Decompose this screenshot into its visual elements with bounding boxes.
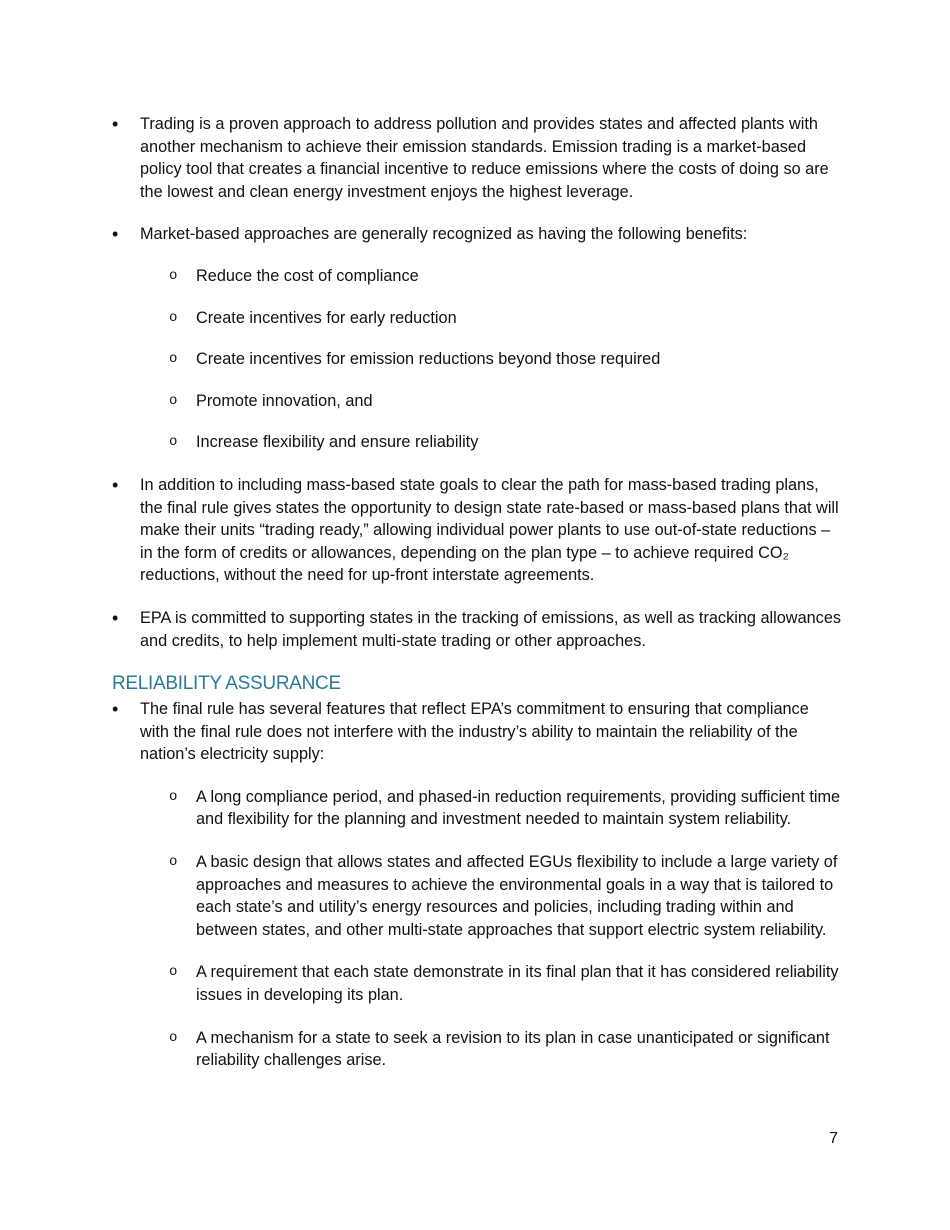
reliability-feature-item: o A long compliance period, and phased-in reduction requirements, providing sufficient time and flexibility for the planning and investment needed to maintain system reliability.: [112, 786, 842, 831]
bullet-trading-proven: • Trading is a proven approach to address pollution and provides states and affected plants with another mechanism to achieve their emission standards. Emission trading is a market-based policy tool that creates a financial incentive to reduce emissions where the costs of doing so are the lowest and clean energy investment enjoys the highest leverage.: [112, 113, 842, 203]
benefits-list: [112, 265, 842, 454]
page-number: 7: [829, 1130, 838, 1147]
reliability-feature-item: o A mechanism for a state to seek a revision to its plan in case unanticipated or significant reliability challenges arise.: [112, 1027, 842, 1072]
benefit-item: o Create incentives for emission reductions beyond those required: [112, 348, 842, 371]
benefit-item: o Promote innovation, and: [112, 390, 842, 413]
bullet-mass-based-goals: • In addition to including mass-based state goals to clear the path for mass-based trading plans, the final rule gives states the opportunity to design state rate-based or mass-based plans that will make their units “trading ready,” allowing individual power plants to use out-of-state reductions – in the form of credits or allowances, depending on the plan type – to achieve required CO₂ reductions, without the need for up-front interstate agreements.: [112, 474, 842, 587]
bullet-market-based-benefits: • Market-based approaches are generally recognized as having the following benefits:: [112, 223, 842, 246]
reliability-feature-item: o A basic design that allows states and affected EGUs flexibility to include a large variety of approaches and measures to achieve the environmental goals in a way that is tailored to each state’s and utility’s energy resources and policies, including trading within and between states, and other multi-state approaches that support electric system reliability.: [112, 851, 842, 941]
reliability-features-list: [112, 786, 842, 1072]
page-content: [112, 113, 842, 1072]
reliability-feature-item: o A requirement that each state demonstrate in its final plan that it has considered reliability issues in developing its plan.: [112, 961, 842, 1006]
benefit-item: o Create incentives for early reduction: [112, 307, 842, 330]
benefit-item: o Reduce the cost of compliance: [112, 265, 842, 288]
bullet-epa-tracking: • EPA is committed to supporting states in the tracking of emissions, as well as tracking allowances and credits, to help implement multi-state trading or other approaches.: [112, 607, 842, 652]
section-heading-reliability: RELIABILITY ASSURANCE: [112, 673, 341, 695]
bullet-reliability-intro: • The final rule has several features that reflect EPA’s commitment to ensuring that compliance with the final rule does not interfere with the industry’s ability to maintain the reliability of the nation’s electricity supply:: [112, 698, 842, 766]
benefit-item: o Increase flexibility and ensure reliability: [112, 431, 842, 454]
